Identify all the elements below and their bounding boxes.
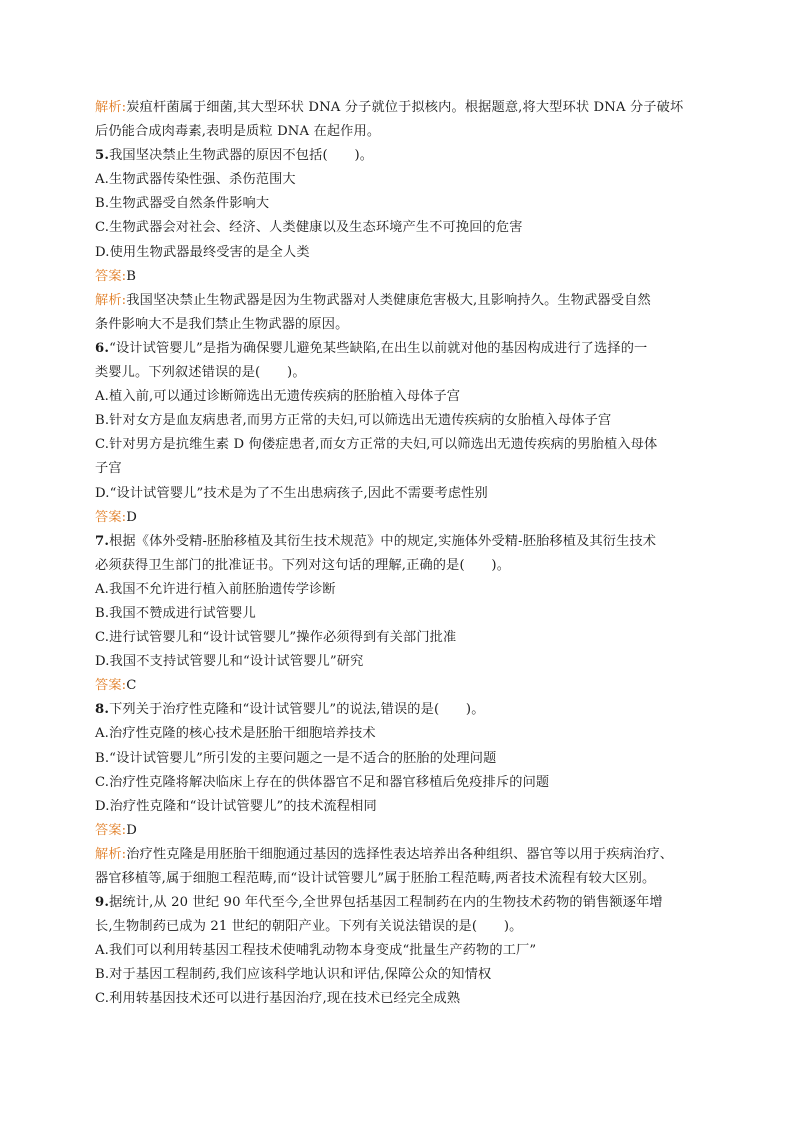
text-line: [95, 144, 715, 168]
text-line: [95, 168, 715, 192]
text-line: [95, 482, 715, 506]
line-text: 下列关于治疗性克隆和“设计试管婴儿”的说法,错误的是( )。: [109, 702, 485, 718]
line-text: 我国坚决禁止生物武器是因为生物武器对人类健康危害极大,且影响持久。生物武器受自然: [126, 292, 651, 308]
text-line: [95, 795, 715, 819]
text-line: [95, 409, 715, 433]
line-text: A.生物武器传染性强、杀伤范围大: [95, 172, 296, 188]
text-line: [95, 674, 715, 698]
text-line: [95, 457, 715, 481]
line-text: C: [126, 678, 137, 694]
line-text: B.生物武器受自然条件影响大: [95, 196, 270, 212]
text-line: [95, 939, 715, 963]
line-text: “设计试管婴儿”是指为确保婴儿避免某些缺陷,在出生以前就对他的基因构成进行了选择的一: [109, 340, 648, 356]
text-line: [95, 337, 715, 361]
answer-label: 答案:: [95, 822, 127, 838]
line-text: 条件影响大不是我们禁止生物武器的原因。: [95, 316, 349, 332]
answer-label: 答案:: [95, 509, 127, 525]
line-text: D.使用生物武器最终受害的是全人类: [95, 244, 310, 260]
text-line: [95, 554, 715, 578]
line-text: D: [126, 822, 138, 838]
text-line: [95, 963, 715, 987]
line-text: C.进行试管婴儿和“设计试管婴儿”操作必须得到有关部门批准: [95, 630, 457, 646]
question-number: 8.: [95, 702, 110, 718]
text-line: [95, 530, 715, 554]
line-text: B.针对女方是血友病患者,而男方正常的夫妇,可以筛选出无遗传疾病的女胎植入母体子宫: [95, 413, 612, 429]
line-text: 后仍能合成肉毒素,表明是质粒 DNA 在起作用。: [95, 124, 381, 140]
text-line: [95, 650, 715, 674]
text-line: [95, 771, 715, 795]
text-line: [95, 578, 715, 602]
question-number: 9.: [95, 895, 110, 911]
line-text: B: [126, 268, 137, 284]
line-text: B.对于基因工程制药,我们应该科学地认识和评估,保障公众的知情权: [95, 967, 492, 983]
text-line: [95, 216, 715, 240]
line-text: A.治疗性克隆的核心技术是胚胎干细胞培养技术: [95, 726, 376, 742]
text-line: [95, 361, 715, 385]
text-line: [95, 867, 715, 891]
text-line: [95, 626, 715, 650]
answer-label: 答案:: [95, 678, 127, 694]
text-line: [95, 915, 715, 939]
line-text: 根据《体外受精-胚胎移植及其衍生技术规范》中的规定,实施体外受精-胚胎移植及其衍生技术: [109, 533, 657, 549]
question-number: 6.: [95, 340, 110, 356]
text-line: [95, 241, 715, 265]
line-text: 类婴儿。下列叙述错误的是( )。: [95, 365, 306, 381]
line-text: C.利用转基因技术还可以进行基因治疗,现在技术已经完全成熟: [95, 991, 461, 1007]
line-text: A.我们可以利用转基因工程技术使哺乳动物本身变成“批量生产药物的工厂”: [95, 943, 537, 959]
line-text: D.“设计试管婴儿”技术是为了不生出患病孩子,因此不需要考虑性别: [95, 485, 488, 501]
text-line: [95, 96, 715, 120]
line-text: 炭疽杆菌属于细菌,其大型环状 DNA 分子就位于拟核内。根据题意,将大型环状 DNA 分子破坏: [126, 100, 684, 115]
line-text: C.生物武器会对社会、经济、人类健康以及生态环境产生不可挽回的危害: [95, 220, 523, 236]
text-line: [95, 265, 715, 289]
line-text: 治疗性克隆是用胚胎干细胞通过基因的选择性表达培养出各种组织、器官等以用于疾病治疗、: [126, 846, 674, 862]
line-text: C.针对男方是抗维生素 D 佝偻症患者,而女方正常的夫妇,可以筛选出无遗传疾病的男胎植入母体: [95, 437, 658, 453]
question-number: 5.: [95, 148, 110, 164]
line-text: B.我国不赞成进行试管婴儿: [95, 605, 256, 621]
line-text: 据统计,从 20 世纪 90 年代至今,全世界包括基因工程制药在内的生物技术药物的销售额逐年增: [109, 895, 663, 911]
line-text: D.我国不支持试管婴儿和“设计试管婴儿”研究: [95, 654, 364, 670]
line-text: A.我国不允许进行植入前胚胎遗传学诊断: [95, 581, 336, 597]
text-line: [95, 698, 715, 722]
text-line: [95, 722, 715, 746]
line-text: D: [126, 509, 138, 525]
analysis-label: 解析:: [95, 846, 127, 862]
line-text: 子宫: [95, 461, 122, 477]
answer-label: 答案:: [95, 268, 127, 284]
text-line: [95, 192, 715, 216]
line-text: 我国坚决禁止生物武器的原因不包括( )。: [109, 148, 374, 164]
question-content: [95, 96, 715, 1012]
line-text: 器官移植等,属于细胞工程范畴,而“设计试管婴儿”属于胚胎工程范畴,两者技术流程有较大区别。: [95, 871, 656, 886]
analysis-label: 解析:: [95, 292, 127, 308]
line-text: B.“设计试管婴儿”所引发的主要问题之一是不适合的胚胎的处理问题: [95, 750, 497, 766]
text-line: [95, 891, 715, 915]
text-line: [95, 506, 715, 530]
line-text: A.植入前,可以通过诊断筛选出无遗传疾病的胚胎植入母体子宫: [95, 389, 461, 405]
text-line: [95, 843, 715, 867]
text-line: [95, 987, 715, 1011]
text-line: [95, 747, 715, 771]
line-text: 必须获得卫生部门的批准证书。下列对这句话的理解,正确的是( )。: [95, 557, 511, 573]
text-line: [95, 602, 715, 626]
analysis-label: 解析:: [95, 100, 127, 115]
line-text: D.治疗性克隆和“设计试管婴儿”的技术流程相同: [95, 798, 377, 814]
text-line: [95, 120, 715, 144]
text-line: [95, 433, 715, 457]
line-text: 长,生物制药已成为 21 世纪的朝阳产业。下列有关说法错误的是( )。: [95, 919, 523, 935]
question-number: 7.: [95, 533, 110, 549]
text-line: [95, 819, 715, 843]
text-line: [95, 289, 715, 313]
line-text: C.治疗性克隆将解决临床上存在的供体器官不足和器官移植后免疫排斥的问题: [95, 774, 550, 790]
text-line: [95, 385, 715, 409]
text-line: [95, 313, 715, 337]
